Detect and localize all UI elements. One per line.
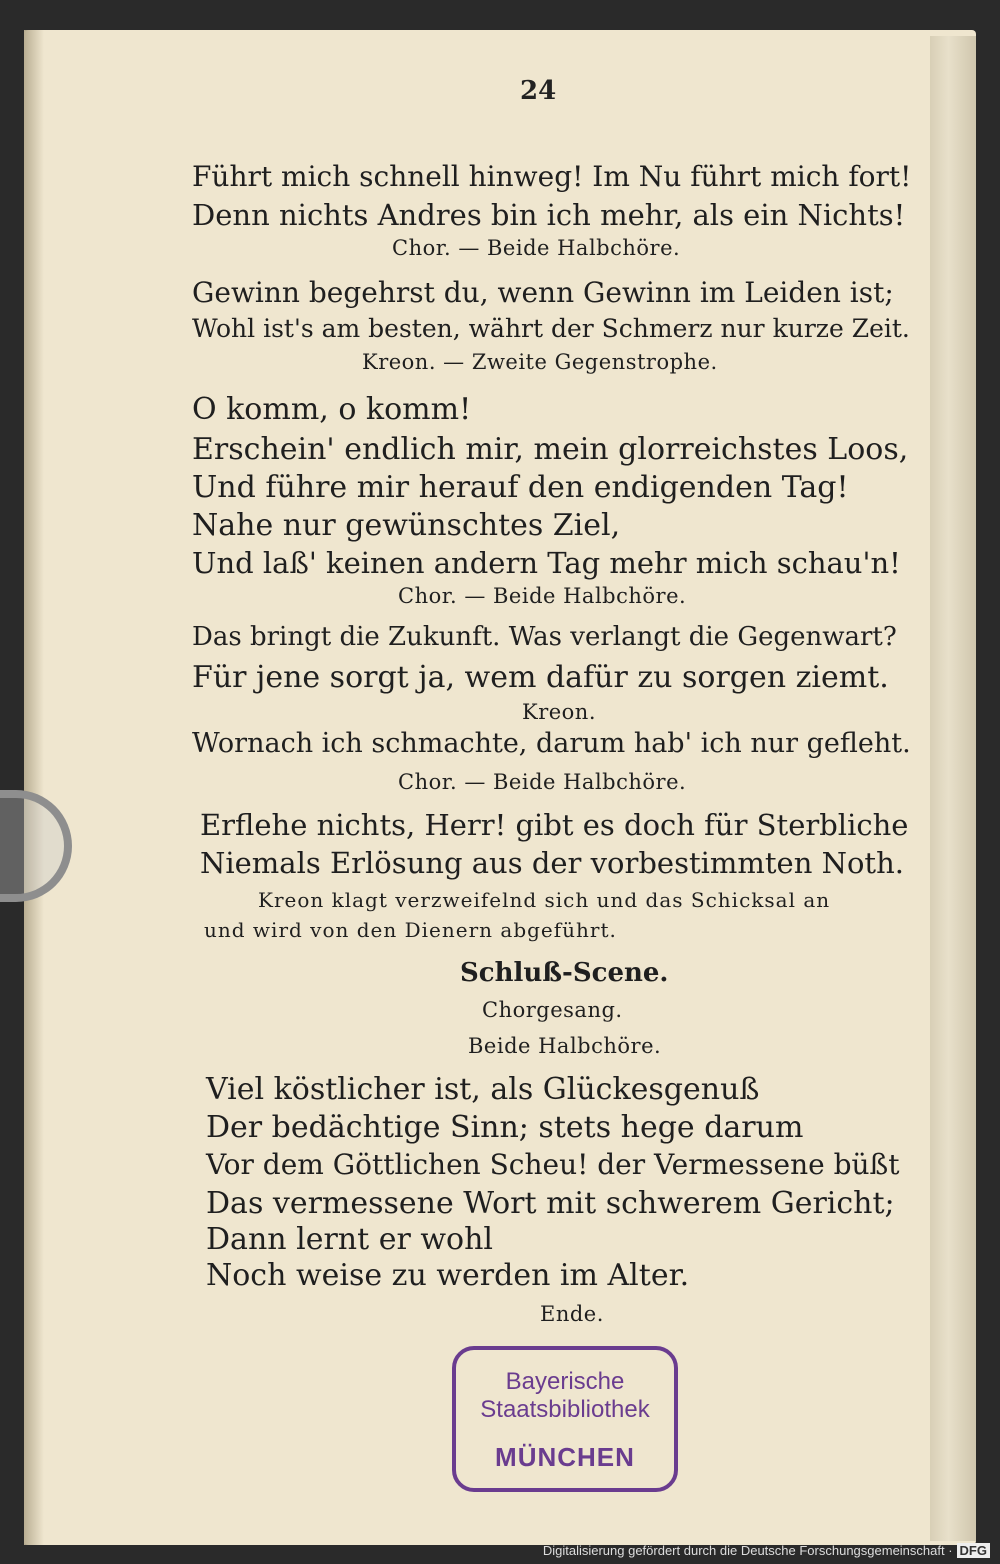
stamp-line-3: MÜNCHEN [495,1442,635,1472]
text-line-verse: Wohl ist's am besten, währt der Schmerz nur kurze Zeit. [192,314,910,343]
text-line-stage: Kreon klagt verzweifelnd sich und das Schicksal an [258,888,831,912]
library-stamp [452,1346,678,1492]
credit-text: Digitalisierung gefördert durch die Deutsche Forschungsgemeinschaft · [542,1543,953,1558]
text-line-speaker: Chor. — Beide Halbchöre. [392,236,681,260]
text-line-verse: Und führe mir herauf den endigenden Tag! [192,470,849,505]
text-line-verse: Vor dem Göttlichen Scheu! der Vermessene büßt [206,1148,900,1181]
text-line-stage: und wird von den Dienern abgeführt. [204,918,617,942]
text-line-verse: Noch weise zu werden im Alter. [206,1258,690,1293]
text-line-speaker: Chor. — Beide Halbchöre. [398,584,687,608]
text-line-verse: Dann lernt er wohl [206,1222,494,1257]
text-line-verse: Führt mich schnell hinweg! Im Nu führt mich fort! [192,160,912,193]
stamp-line-2: Staatsbibliothek [480,1396,650,1423]
text-line-verse: Das bringt die Zukunft. Was verlangt die Gegenwart? [192,622,897,652]
text-line-verse: Viel köstlicher ist, als Glückesgenuß [206,1072,760,1107]
text-line-verse: Nahe nur gewünschtes Ziel, [192,508,621,543]
text-line-verse: Denn nichts Andres bin ich mehr, als ein Nichts! [192,198,906,232]
digitization-credit [543,1543,990,1558]
text-line-verse: Gewinn begehrst du, wenn Gewinn im Leiden ist; [192,276,894,309]
text-line-verse: Für jene sorgt ja, wem dafür zu sorgen ziemt. [192,660,889,695]
text-line-speaker: Kreon. — Zweite Gegenstrophe. [362,350,718,374]
text-line-verse: Niemals Erlösung aus der vorbestimmten Noth. [200,846,904,880]
text-line-verse: O komm, o komm! [192,392,472,427]
text-line-speaker: Kreon. [522,700,596,724]
text-line-verse: Der bedächtige Sinn; stets hege darum [206,1110,804,1145]
text-line-verse: Das vermessene Wort mit schwerem Gericht; [206,1186,895,1221]
text-line-speaker: Chorgesang. [482,998,623,1022]
dfg-logo: DFG [957,1543,990,1558]
page-edge-strip [930,36,976,1541]
text-line-speaker: Chor. — Beide Halbchöre. [398,770,687,794]
text-line-scene: Schluß-Scene. [460,958,669,988]
text-line-verse: Und laß' keinen andern Tag mehr mich schau'n! [192,546,901,580]
text-line-speaker: Beide Halbchöre. [468,1034,662,1058]
page-number: 24 [520,76,557,106]
text-line-verse: Wornach ich schmachte, darum hab' ich nur gefleht. [192,728,911,759]
text-line-verse: Erschein' endlich mir, mein glorreichstes Loos, [192,432,909,467]
text-line-speaker: Ende. [540,1302,604,1326]
stamp-line-1: Bayerische [505,1368,625,1395]
page-gutter-shadow [24,30,44,1545]
text-line-verse: Erflehe nichts, Herr! gibt es doch für Sterbliche [200,808,909,842]
